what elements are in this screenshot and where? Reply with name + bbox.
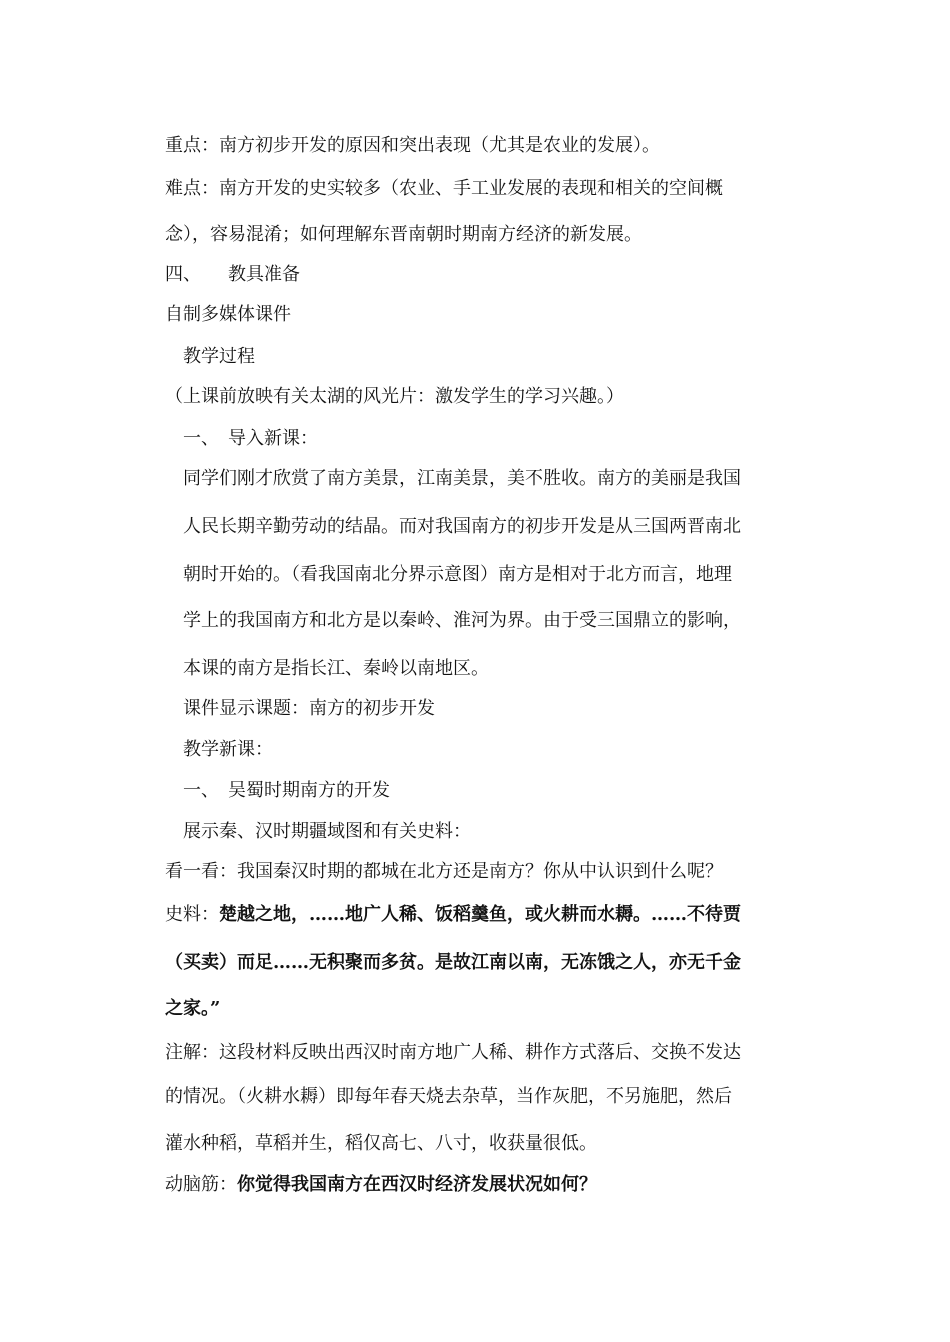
show-map-line: 展示秦、汉时期疆域图和有关史料： bbox=[183, 821, 471, 842]
historical-material-line-1 bbox=[165, 902, 741, 928]
difficulty-line-2: 念），容易混淆；如何理解东晋南朝时期南方经济的新发展。 bbox=[165, 224, 642, 245]
historical-material-line-3: 之家。” bbox=[165, 998, 221, 1019]
wushu-heading: 一、 吴蜀时期南方的开发 bbox=[183, 780, 390, 801]
intro-paragraph-line-3: 朝时开始的。（看我国南北分界示意图）南方是相对于北方而言，地理 bbox=[183, 564, 732, 585]
key-point-line: 重点：南方初步开发的原因和突出表现（尤其是农业的发展）。 bbox=[165, 135, 660, 156]
historical-material-line-2: （买卖）而足……无积聚而多贫。是故江南以南，无冻饿之人，亦无千金 bbox=[165, 952, 741, 973]
annotation-line-2: 的情况。（火耕水耨）即每年春天烧去杂草，当作灰肥，不另施肥，然后 bbox=[165, 1086, 732, 1107]
think-label: 动脑筋： bbox=[165, 1174, 237, 1195]
intro-paragraph-line-1: 同学们刚才欣赏了南方美景，江南美景，美不胜收。南方的美丽是我国 bbox=[183, 468, 741, 489]
intro-paragraph-line-4: 学上的我国南方和北方是以秦岭、淮河为界。由于受三国鼎立的影响， bbox=[183, 610, 741, 631]
process-note: （上课前放映有关太湖的风光片：激发学生的学习兴趣。） bbox=[165, 386, 624, 407]
historical-material-text-1: 楚越之地，……地广人稀、饭稻羹鱼，或火耕而水耨。……不待贾 bbox=[219, 904, 741, 925]
courseware-title-line: 课件显示课题：南方的初步开发 bbox=[183, 698, 435, 719]
intro-paragraph-line-2: 人民长期辛勤劳动的结晶。而对我国南方的初步开发是从三国两晋南北 bbox=[183, 516, 741, 537]
annotation-line-1: 注解：这段材料反映出西汉时南方地广人稀、耕作方式落后、交换不发达 bbox=[165, 1042, 741, 1063]
difficulty-line-1: 难点：南方开发的史实较多（农业、手工业发展的表现和相关的空间概 bbox=[165, 178, 723, 199]
historical-material-label: 史料： bbox=[165, 904, 219, 925]
think-question-line bbox=[165, 1172, 597, 1198]
intro-heading: 一、 导入新课： bbox=[183, 428, 318, 449]
section-heading-tools: 四、 教具准备 bbox=[165, 264, 300, 285]
look-question-line: 看一看：我国秦汉时期的都城在北方还是南方？你从中认识到什么呢？ bbox=[165, 861, 723, 882]
section-heading-process: 教学过程 bbox=[183, 346, 255, 367]
annotation-line-3: 灌水种稻，草稻并生，稻仅高七、八寸，收获量很低。 bbox=[165, 1133, 597, 1154]
intro-paragraph-line-5: 本课的南方是指长江、秦岭以南地区。 bbox=[183, 658, 489, 679]
new-lesson-heading: 教学新课： bbox=[183, 739, 273, 760]
think-question-text: 你觉得我国南方在西汉时经济发展状况如何？ bbox=[237, 1174, 597, 1195]
tools-line: 自制多媒体课件 bbox=[165, 304, 291, 325]
